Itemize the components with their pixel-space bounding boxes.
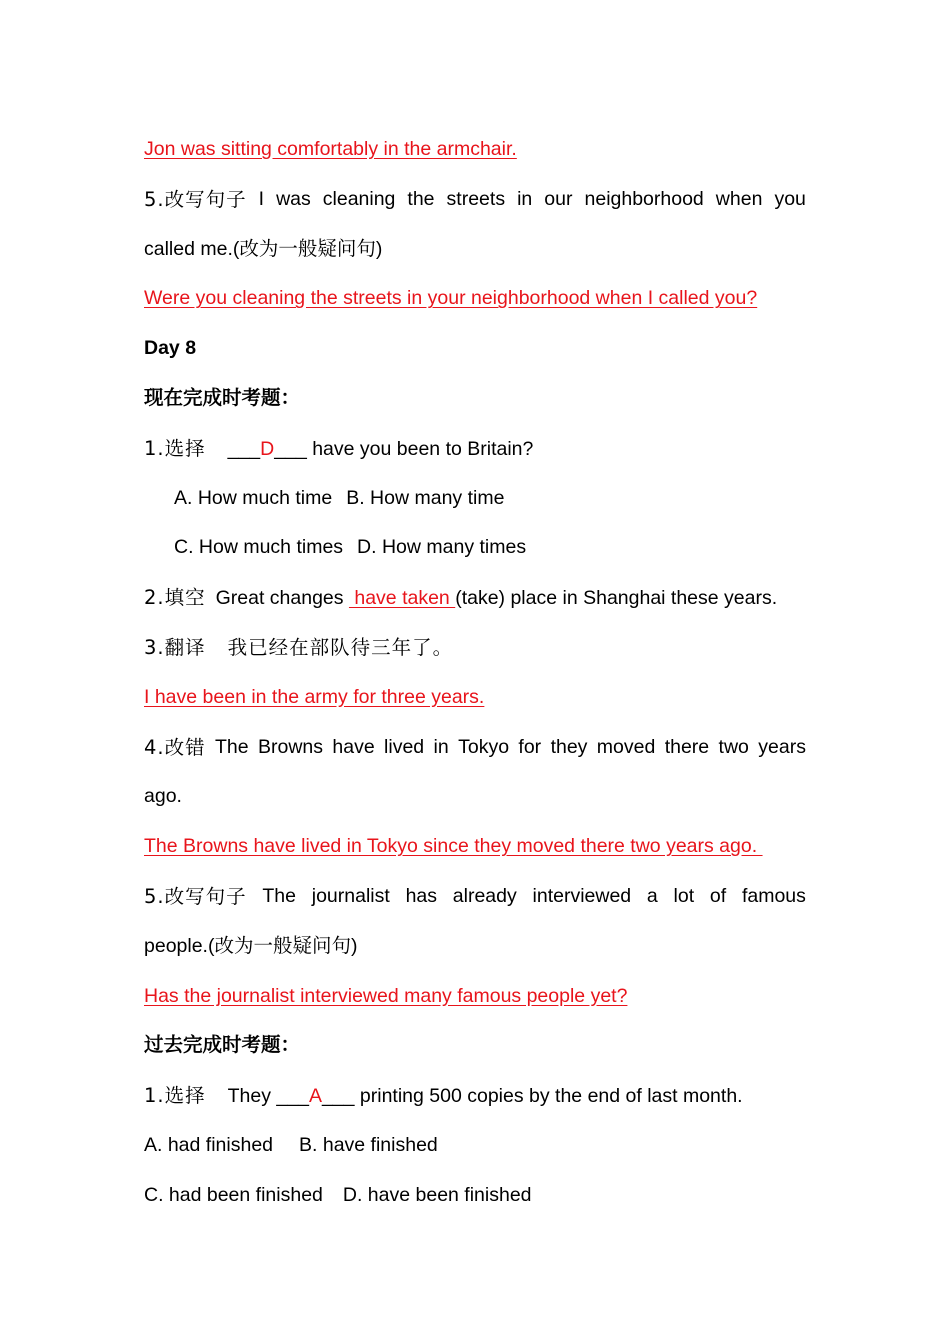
question-word: of <box>709 884 727 907</box>
question-word: years <box>758 735 806 758</box>
question-word: Browns <box>257 735 323 758</box>
blank-left: ___ <box>227 437 261 460</box>
section-heading-past-perfect: 过去完成时考题： <box>144 1034 301 1057</box>
option-d: D. How many times <box>357 536 527 559</box>
question-q1 <box>144 1071 806 1121</box>
question-word: when <box>715 187 763 210</box>
section-heading-present-perfect: 现在完成时考题： <box>144 386 301 409</box>
question-word: The <box>262 884 296 907</box>
question-p4-line2: ago. <box>144 785 182 808</box>
question-word: for <box>518 735 542 758</box>
blank-answer: D <box>260 437 275 460</box>
question-word: you <box>774 187 806 210</box>
question-label: 5.改写句子 <box>144 884 247 908</box>
question-label: 1.选择 <box>144 1084 206 1108</box>
answer-line: Has the journalist interviewed many famous people yet? <box>144 984 628 1007</box>
day-heading: Day 8 <box>144 337 197 360</box>
options-row <box>144 474 806 524</box>
question-label: 5.改写句子 <box>144 187 247 211</box>
question-word: a <box>646 884 658 907</box>
question-word: there <box>664 735 710 758</box>
option-c: C. had been finished <box>144 1183 323 1206</box>
question-word: already <box>452 884 517 907</box>
question-q5-line2: called me.(改为一般疑问句) <box>144 237 383 260</box>
question-label: 2.填空 <box>144 586 206 610</box>
question-word: famous <box>741 884 806 907</box>
question-text: have you been to Britain? <box>306 437 534 460</box>
question-text: They <box>227 1085 277 1108</box>
option-a: A. How much time <box>174 486 333 509</box>
question-word: neighborhood <box>584 187 704 210</box>
question-word: journalist <box>311 884 390 907</box>
question-word: moved <box>596 735 656 758</box>
question-word: The <box>214 735 249 758</box>
question-word: I <box>258 187 265 210</box>
document-page <box>144 125 806 1221</box>
question-word: Tokyo <box>458 735 510 758</box>
question-label: 4.改错 <box>144 735 206 759</box>
blank-right: ___ <box>274 437 307 460</box>
question-label: 3.翻译 <box>144 635 206 659</box>
question-p3 <box>144 623 806 673</box>
question-text: Great changes <box>215 587 349 610</box>
question-p4-line1 <box>144 723 806 773</box>
question-text: 我已经在部队待三年了。 <box>227 635 454 659</box>
answer-line: The Browns have lived in Tokyo since they moved there two years ago. <box>144 835 763 858</box>
question-word: streets <box>446 187 506 210</box>
question-word: they <box>550 735 588 758</box>
question-word: cleaning <box>322 187 396 210</box>
options-row <box>144 1171 806 1221</box>
question-word: have <box>332 735 375 758</box>
question-text: printing 500 copies by the end of last month. <box>354 1085 743 1108</box>
question-q5-line1 <box>144 175 806 225</box>
question-p2 <box>144 573 806 623</box>
option-c: C. How much times <box>174 536 344 559</box>
question-word: was <box>276 187 311 210</box>
question-word: the <box>407 187 435 210</box>
question-word: interviewed <box>532 884 632 907</box>
answer-line: Jon was sitting comfortably in the armchair. <box>144 138 517 160</box>
question-label: 1.选择 <box>144 436 206 460</box>
question-word: has <box>405 884 438 907</box>
question-text: (take) place in Shanghai these years. <box>455 587 778 610</box>
question-word: lived <box>384 735 425 758</box>
question-p5-line2: people.(改为一般疑问句) <box>144 934 358 957</box>
option-a: A. had finished <box>144 1133 274 1156</box>
blank-left: ___ <box>276 1085 309 1108</box>
question-word: our <box>544 187 573 210</box>
blank-right: ___ <box>321 1085 355 1108</box>
answer-line: Were you cleaning the streets in your neighborhood when I called you? <box>144 287 758 310</box>
options-row <box>144 523 806 573</box>
answer-line: I have been in the army for three years. <box>144 685 485 708</box>
question-word: in <box>433 735 449 758</box>
question-word: in <box>517 187 533 210</box>
question-p5-line1 <box>144 872 806 922</box>
question-word: lot <box>673 884 695 907</box>
fill-answer: have taken <box>348 587 456 610</box>
options-row <box>144 1121 806 1171</box>
question-word: two <box>718 735 749 758</box>
option-b: B. have finished <box>299 1133 438 1156</box>
option-b: B. How many time <box>346 486 505 509</box>
blank-answer: A <box>308 1085 322 1108</box>
question-p1 <box>144 424 806 474</box>
option-d: D. have been finished <box>342 1183 532 1206</box>
